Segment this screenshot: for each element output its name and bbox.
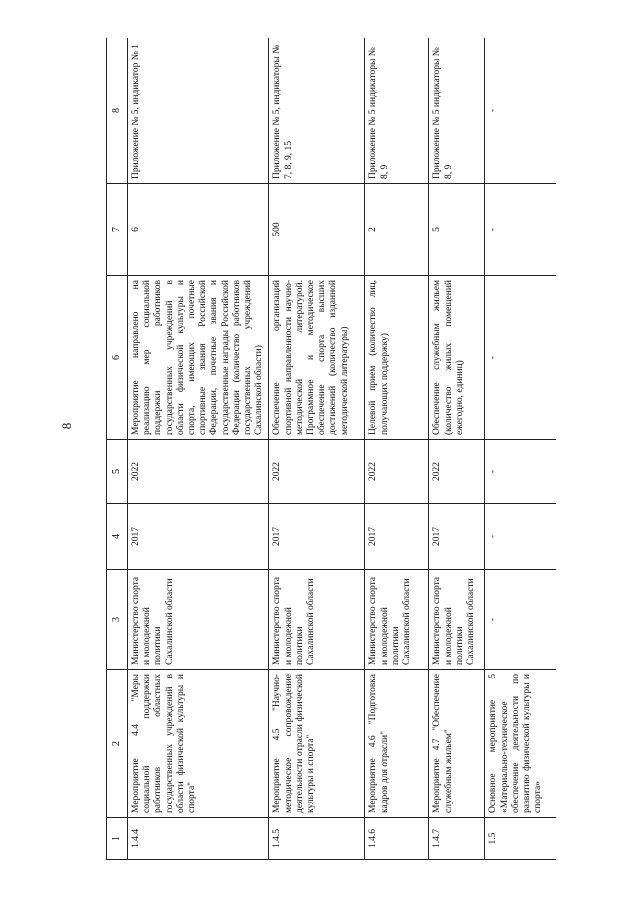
executor: Министерство спорта и молодежной политики Сахалинской области	[269, 570, 365, 670]
column-header: 4	[107, 504, 128, 570]
measure-name: Основное мероприятие 5 «Материально-техническое обеспечение деятельности по развитию физической культуры и спорта»	[485, 670, 556, 818]
start-year: 2017	[429, 504, 485, 570]
end-year: 2022	[365, 440, 429, 504]
end-year: 2022	[128, 440, 269, 504]
table-row	[128, 38, 269, 860]
column-header: 7	[107, 184, 128, 276]
executor: -	[485, 570, 556, 670]
measure-name: Мероприятие 4.7 "Обеспечение служебным жильем"	[429, 670, 485, 818]
table-row	[485, 38, 556, 860]
expected-result: Мероприятие направлено на реализацию мер социальной поддержки работников государственных учреждений в области физической культуры и спорта, имеющих почетные спортивные звания Российской Федерации, почетные звания и государственные награды Российской Федерации (количество работников государственных учреждений Сахалинской области)	[128, 276, 269, 440]
indicator-value: 500	[269, 184, 365, 276]
column-header: 1	[107, 818, 128, 860]
indicator-link: Приложение № 5, индикатор № 1	[128, 38, 269, 184]
row-number: 1.4.5	[269, 818, 365, 860]
row-number: 1.5	[485, 818, 556, 860]
end-year: -	[485, 440, 556, 504]
rotated-table	[106, 38, 556, 860]
row-number: 1.4.4	[128, 818, 269, 860]
table-row	[365, 38, 429, 860]
start-year: -	[485, 504, 556, 570]
end-year: 2022	[269, 440, 365, 504]
start-year: 2017	[365, 504, 429, 570]
measure-name: Мероприятие 4.5 "Научно-методическое сопровождение деятельности отрасли физической культуры и спорта"	[269, 670, 365, 818]
indicator-link: -	[485, 38, 556, 184]
indicator-link: Приложение № 5 индикаторы № 8, 9	[365, 38, 429, 184]
expected-result: Обеспечение организаций спортивной направленности научно-методической литературой. Программное и методическое обеспечение спорта высших достижений (количество изданной методической литературы)	[269, 276, 365, 440]
column-header: 6	[107, 276, 128, 440]
start-year: 2017	[269, 504, 365, 570]
table-row	[429, 38, 485, 860]
executor: Министерство спорта и молодежной политики Сахалинской области	[429, 570, 485, 670]
table-row	[269, 38, 365, 860]
column-header: 8	[107, 38, 128, 184]
indicator-value: 5	[429, 184, 485, 276]
end-year: 2022	[429, 440, 485, 504]
column-header: 2	[107, 670, 128, 818]
expected-result: Целевой прием (количество лиц, получающих поддержку)	[365, 276, 429, 440]
column-header: 5	[107, 440, 128, 504]
expected-result: -	[485, 276, 556, 440]
row-number: 1.4.6	[365, 818, 429, 860]
header-row	[107, 38, 128, 860]
rotated-table-frame	[106, 38, 556, 860]
indicator-value: 6	[128, 184, 269, 276]
executor: Министерство спорта и молодежной политики Сахалинской области	[365, 570, 429, 670]
column-header: 3	[107, 570, 128, 670]
indicator-link: Приложение № 5, индикаторы № 7, 8, 9, 15	[269, 38, 365, 184]
measure-name: Мероприятие 4.6 "Подготовка кадров для отрасли"	[365, 670, 429, 818]
executor: Министерство спорта и молодежной политики Сахалинской области	[128, 570, 269, 670]
expected-result: Обеспечение служебным жильем (количество жилых помещений ежегодно, единиц)	[429, 276, 485, 440]
indicator-value: -	[485, 184, 556, 276]
measure-name: Мероприятие 4.4 "Меры социальной поддержки работников областных государственных учреждений в области физической культуры и спорта"	[128, 670, 269, 818]
page-number: 8	[59, 422, 74, 430]
indicator-value: 2	[365, 184, 429, 276]
indicator-link: Приложение № 5 индикаторы № 8, 9	[429, 38, 485, 184]
row-number: 1.4.7	[429, 818, 485, 860]
start-year: 2017	[128, 504, 269, 570]
measures-table	[106, 38, 556, 860]
